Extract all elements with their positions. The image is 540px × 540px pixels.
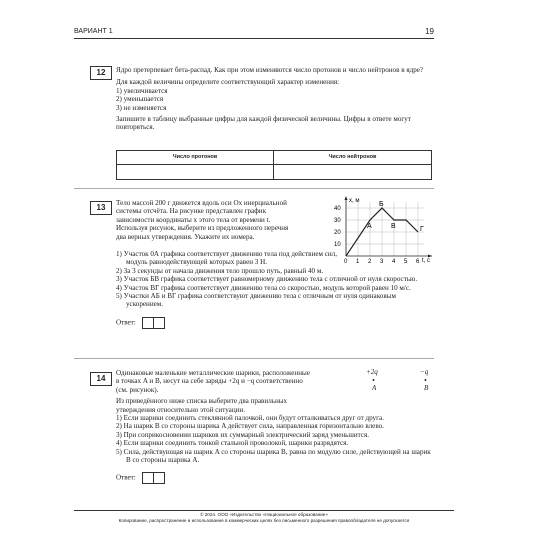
graph-ylabel: x, м bbox=[349, 198, 360, 204]
point-label: В bbox=[391, 223, 396, 230]
task-13-statement: 2) За 3 секунды от начала движения тело прошло путь, равный 40 м. bbox=[116, 266, 324, 275]
answer-cell-neutrons[interactable] bbox=[277, 166, 427, 177]
charge-a-label: +2q bbox=[366, 368, 378, 376]
variant-label: ВАРИАНТ 1 bbox=[74, 28, 113, 35]
task-14-line: Одинаковые маленькие металлические шарики, расположенные bbox=[116, 369, 310, 377]
task-14-line: (см. рисунок). bbox=[116, 385, 159, 394]
task-14-statement: 1) Если шарики соединить стеклянной палочкой, они будут отталкиваться друг от друга. bbox=[116, 414, 384, 422]
task-13-line: два верных утверждения. Укажите их номера. bbox=[116, 232, 255, 241]
x-tick-label: 5 bbox=[404, 259, 408, 264]
x-tick-label: 4 bbox=[392, 259, 396, 264]
task-number-13: 13 bbox=[90, 201, 112, 215]
task-14-statement: 2) На шарик B со стороны шарика A действует сила, направленная горизонтально влево. bbox=[116, 422, 384, 431]
answer-box[interactable] bbox=[153, 472, 165, 484]
graph-xlabel: t, с bbox=[422, 258, 431, 264]
task-13-statement: 4) Участок ВГ графика соответствует движению тела со скоростью, модуль которой равен 10 м/с. bbox=[116, 283, 411, 292]
y-tick-label: 20 bbox=[334, 230, 341, 236]
answer-label: Ответ: bbox=[116, 318, 136, 327]
ball-a: • bbox=[372, 376, 375, 385]
task-14-answer-row bbox=[116, 472, 432, 484]
task-14-intro bbox=[116, 369, 352, 414]
task-13-answer-row bbox=[116, 317, 432, 329]
task-13-line: системы отсчёта. На рисунке представлен график bbox=[116, 207, 267, 216]
task-13-statement: 3) Участок БВ графика соответствует равномерному движению тела с отличной от нуля скоростью. bbox=[116, 275, 418, 284]
task-13-line: Используя рисунок, выберите из предложенного перечня bbox=[116, 224, 289, 233]
task-14-statement: 3) При соприкосновении шариков их суммарный электрический заряд уменьшится. bbox=[116, 430, 370, 439]
task-14-statement: 5) Сила, действующая на шарик A со стороны шарика B, равна по модулю силе, действующей на шарик B со стороны шарика A. bbox=[116, 447, 431, 465]
point-b-label: B bbox=[424, 384, 429, 392]
table-divider bbox=[273, 165, 274, 179]
answer-table-12 bbox=[116, 150, 432, 180]
task-14-line: утверждения относительно этой ситуации. bbox=[116, 405, 245, 414]
page-footer bbox=[74, 510, 454, 523]
answer-label: Ответ: bbox=[116, 474, 136, 483]
x-tick-label: 2 bbox=[368, 259, 372, 264]
divider bbox=[74, 188, 434, 189]
task-12 bbox=[116, 66, 432, 132]
graph-grid bbox=[346, 202, 424, 256]
x-tick-label: 1 bbox=[356, 259, 360, 264]
task-12-option: 3) не изменяется bbox=[116, 103, 167, 112]
point-label: Б bbox=[379, 201, 384, 208]
task-13-statement: 5) Участки АБ и ВГ графика соответствуют движению тела с отличным от нуля одинаковым ускорением. bbox=[116, 292, 396, 309]
task-12-instruction: Запишите в таблицу выбранные цифры для каждой физической величины. Цифры в ответе могут повторяться. bbox=[116, 115, 411, 132]
table-header-protons: Число протонов bbox=[117, 151, 274, 165]
y-tick-label: 10 bbox=[334, 242, 341, 248]
point-a-label: A bbox=[372, 384, 377, 392]
task-13-line: Тело массой 200 г движется вдоль оси Ox инерциальной bbox=[116, 199, 287, 207]
answer-cell-protons[interactable] bbox=[119, 166, 269, 177]
x-tick-label: 0 bbox=[344, 259, 348, 264]
task-14-statements bbox=[116, 414, 432, 484]
task-13-statements bbox=[116, 250, 432, 329]
task-13-intro bbox=[116, 199, 330, 241]
charge-b-label: −q bbox=[420, 368, 429, 376]
page-header bbox=[74, 28, 434, 39]
divider bbox=[74, 358, 434, 359]
task-12-option: 1) увеличивается bbox=[116, 86, 168, 95]
task-12-prompt: Для каждой величины определите соответствующий характер изменения: bbox=[116, 78, 340, 87]
y-tick-label: 40 bbox=[334, 206, 341, 212]
table-header-neutrons: Число нейтронов bbox=[274, 151, 431, 165]
task-number-14: 14 bbox=[90, 372, 112, 386]
point-label: Г bbox=[420, 226, 424, 233]
task-13-line: зависимости координаты x этого тела от времени t. bbox=[116, 215, 271, 224]
task-12-intro: Ядро претерпевает бета-распад. Как при этом изменяются число протонов и число нейтронов в ядре? bbox=[116, 66, 424, 74]
task-13-statement: 1) Участок 0А графика соответствует движению тела под действием сил, модуль равнодействующей которых равен 3 Н. bbox=[116, 250, 337, 267]
y-tick-label: 30 bbox=[334, 218, 341, 224]
task-number-12: 12 bbox=[90, 66, 112, 80]
x-tick-label: 6 bbox=[416, 259, 420, 264]
task-12-option: 2) уменьшается bbox=[116, 95, 164, 104]
copyright: © 2024. ООО «Издательство «Национальное образование» bbox=[74, 510, 454, 518]
x-tick-label: 3 bbox=[380, 259, 384, 264]
x-axis-arrow bbox=[345, 196, 348, 200]
page-number: 19 bbox=[425, 27, 434, 36]
point-label: А bbox=[367, 223, 372, 230]
task-14-line: Из приведённого ниже списка выберите два правильных bbox=[116, 397, 288, 406]
copyright-notice: Копирование, распространение и использование в коммерческих целях без письменного разрешения правообладателя не допускается bbox=[118, 517, 410, 523]
ball-b: • bbox=[424, 376, 427, 385]
task-14-statement: 4) Если шарики соединить тонкой стальной проволокой, шарики разрядятся. bbox=[116, 439, 349, 448]
charges-figure bbox=[362, 368, 432, 396]
answer-box[interactable] bbox=[153, 317, 165, 329]
task-14-line: в точках A и B, несут на себе заряды +2q и −q соответственно bbox=[116, 377, 303, 386]
